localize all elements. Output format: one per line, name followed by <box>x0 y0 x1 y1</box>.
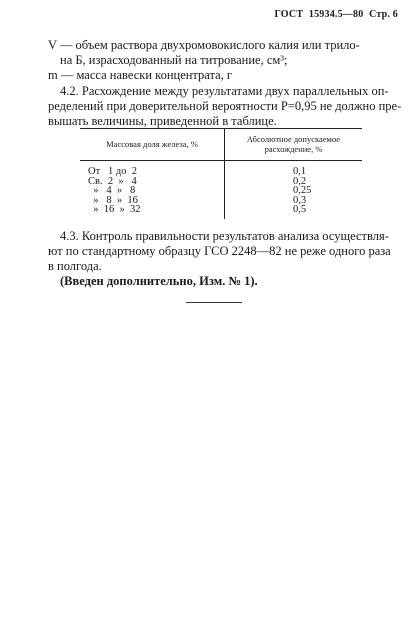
table-cell-range: » 16 » 32 <box>80 205 225 219</box>
definition-v-line2: на Б, израсходованный на титрование, см³; <box>60 53 288 67</box>
table-cell-value: 0,5 <box>293 204 307 215</box>
table-cell-value: 0,25 <box>293 185 312 196</box>
page-number: Стр. 6 <box>369 9 398 20</box>
amendment-note: (Введен дополнительно, Изм. № 1). <box>60 274 258 288</box>
tolerance-table <box>80 128 362 219</box>
section-4-2-line2: ределений при доверительной вероятности P=0,95 не должно пре- <box>48 99 402 113</box>
table-header-iron-fraction: Массовая доля железа, % <box>80 129 225 161</box>
table-header-tolerance: Абсолютное допускаемое расхождение, % <box>225 129 363 161</box>
standard-number: 15934.5—80 <box>308 9 364 20</box>
table-cell-value: 0,1 <box>293 166 307 177</box>
table-cell-range: Св. 2 » 4 <box>80 177 225 187</box>
section-4-2-line1: 4.2. Расхождение между результатами двух параллельных оп- <box>60 84 389 98</box>
definition-v-line1: V — объем раствора двухромовокислого калия или трило- <box>48 38 360 52</box>
section-4-2-line3: вышать величины, приведенной в таблице. <box>48 114 277 128</box>
table-cell-range: » 8 » 16 <box>80 196 225 206</box>
closing-divider <box>186 302 242 303</box>
table-cell-value: 0,2 <box>293 175 307 187</box>
section-4-3-line2: ют по стандартному образцу ГСО 2248—82 не реже одного раза <box>48 244 391 258</box>
table-cell-value: 0,3 <box>293 194 307 206</box>
section-4-3-line1: 4.3. Контроль правильности результатов анализа осуществля- <box>60 229 389 243</box>
table-cell-range: » 4 » 8 <box>80 186 225 196</box>
table-row <box>80 161 362 177</box>
section-4-3-line3: в полгода. <box>48 259 102 273</box>
table-row <box>80 205 362 219</box>
table-cell-range: От 1 до 2 <box>80 161 225 177</box>
page-header <box>271 9 398 20</box>
standard-label: ГОСТ <box>274 9 304 20</box>
definition-m-line: m — масса навески концентрата, г <box>48 68 233 82</box>
